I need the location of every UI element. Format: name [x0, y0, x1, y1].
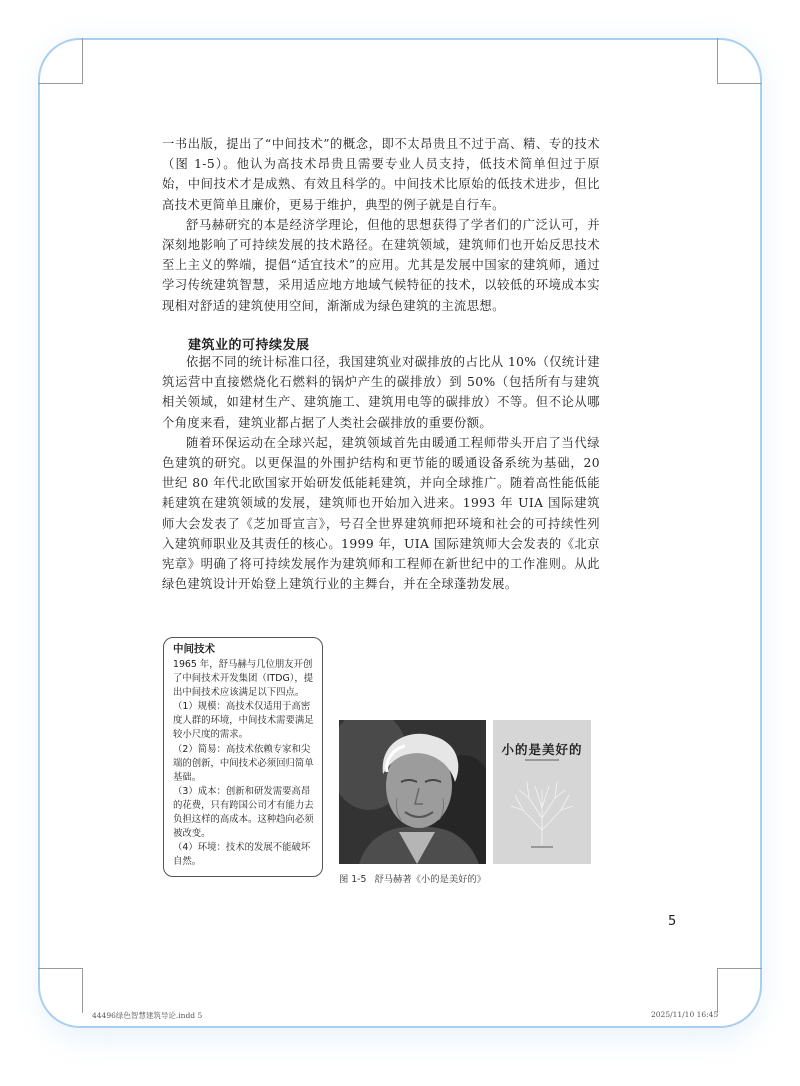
portrait-photo — [339, 720, 486, 864]
sidebar-point: （1）规模：高技术仅适用于高密度人群的环境，中间技术需要满足较小尺度的需求。 — [173, 701, 314, 741]
caption-text: 舒马赫著《小的是美好的》 — [374, 874, 487, 885]
sidebar-title: 中间技术 — [173, 643, 215, 655]
crop-mark — [717, 83, 762, 84]
paragraph: 随着环保运动在全球兴起，建筑领域首先由暖通工程师带头开启了当代绿色建筑的研究。以更保温的外围护结构和更节能的暖通设备系统为基础，20 世纪 80 年代北欧国家开始研发低能耗建筑，并向全球推广。随着高性能低能耗建筑在建筑领域的发展，建筑师也开始加入进来。1993 年 UIA 国际建筑师大会发表了《芝加哥宣言》，号召全世界建筑师把环境和社会的可持续性列入建筑师职业及其责任的核心。1999 年，UIA 国际建筑师大会发表的《北京宪章》明确了将可持续发展作为建筑师和工程师在新世纪中的工作准则。从此绿色建筑设计开始登上建筑行业的主舞台，并在全球蓬勃发展。 — [162, 435, 600, 592]
tree-illustration — [493, 720, 591, 864]
caption-number: 图 1-5 — [339, 874, 367, 885]
book-title: 小的是美好的 — [501, 742, 583, 757]
crop-mark — [38, 83, 83, 84]
crop-mark — [717, 38, 718, 83]
slug-filename: 44496绿色智慧建筑导论.indd 5 — [92, 1011, 203, 1020]
paragraph: 舒马赫研究的本是经济学理论，但他的思想获得了学者们的广泛认可，并深刻地影响了可持续发展的技术路径。在建筑领域，建筑师们也开始反思技术至上主义的弊端，提倡“适宜技术”的应用。尤其是发展中国家的建筑师，通过学习传统建筑智慧，采用适应地方地域气候特征的技术，以较低的环境成本实现相对舒适的建筑使用空间，渐渐成为绿色建筑的主流思想。 — [162, 217, 600, 313]
figure-caption — [339, 871, 486, 885]
crop-mark — [717, 968, 718, 1013]
sidebar-point: （3）成本：创新和研发需要高昂的花费，只有跨国公司才有能力去负担这样的高成本。这种趋向必须被改变。 — [173, 785, 314, 840]
crop-mark — [82, 968, 83, 1013]
paragraph: 依据不同的统计标准口径，我国建筑业对碳排放的占比从 10%（仅统计建筑运营中直接燃烧化石燃料的锅炉产生的碳排放）到 50%（包括所有与建筑相关领域，如建材生产、建筑施工、建筑用电等的碳排放）不等。但不论从哪个角度来看，建筑业都占据了人类社会碳排放的重要份额。 — [162, 355, 600, 430]
section-heading: 建筑业的可持续发展 — [188, 338, 310, 353]
body-text-bottom — [162, 352, 600, 594]
portrait-illustration — [339, 720, 486, 864]
sidebar-intro: 1965 年，舒马赫与几位朋友开创了中间技术开发集团（ITDG），提出中间技术应该满足以下四点。 — [173, 659, 314, 699]
paragraph: 一书出版，提出了“中间技术”的概念，即不太昂贵且不过于高、精、专的技术（图 1-5）。他认为高技术昂贵且需要专业人员支持，低技术简单但过于原始，中间技术才是成熟、有效且科学的。中间技术比原始的低技术进步，但比高技术更简单且廉价，更易于维护，典型的例子就是自行车。 — [162, 137, 600, 212]
crop-mark — [82, 38, 83, 83]
crop-mark — [38, 968, 83, 969]
page-number: 5 — [668, 914, 677, 929]
sidebar-box — [163, 637, 323, 877]
sidebar-point: （4）环境：技术的发展不能破坏自然。 — [173, 842, 311, 868]
crop-mark — [717, 968, 762, 969]
book-cover — [493, 720, 591, 864]
sidebar-point: （2）简易：高技术依赖专家和尖端的创新，中间技术必须回归简单基础。 — [173, 743, 314, 783]
slug-datetime: 2025/11/10 16:45 — [651, 1010, 719, 1019]
body-text-top — [162, 134, 600, 316]
